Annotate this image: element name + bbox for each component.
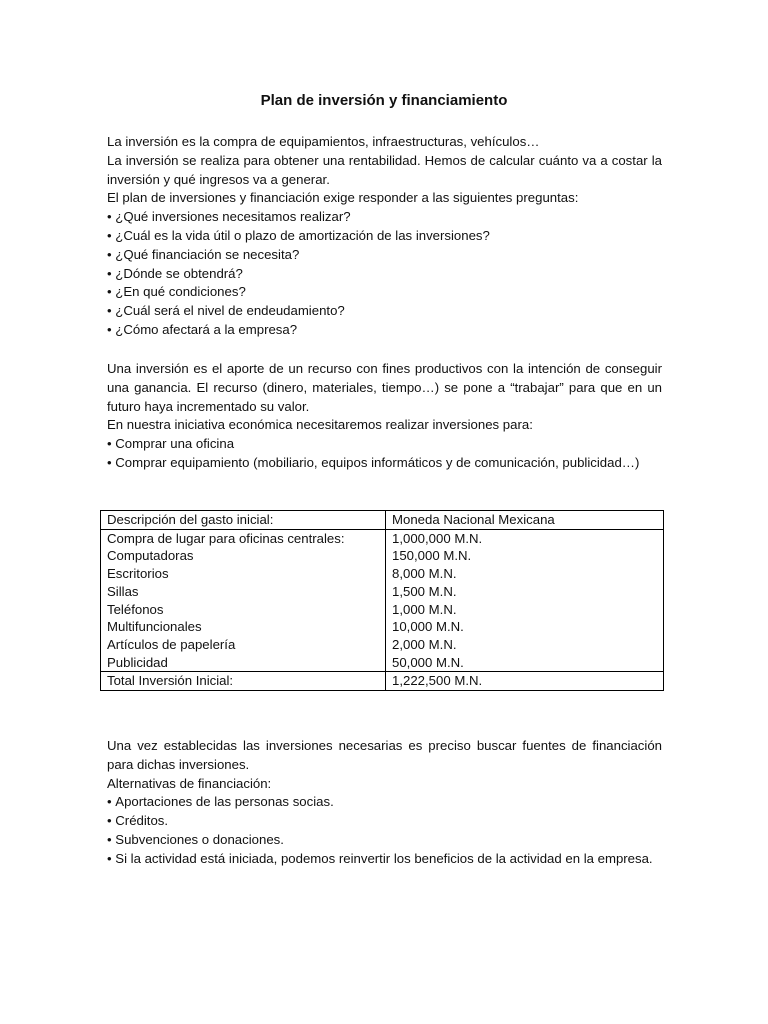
question-item: • ¿En qué condiciones? — [107, 283, 662, 302]
table-cell-amount: 1,000,000 M.N. — [392, 530, 483, 546]
table-cell-amount: 2,000 M.N. — [392, 636, 457, 652]
table-cell-amount: 50,000 M.N. — [392, 654, 464, 670]
financing-bullet: • Aportaciones de las personas socias. — [107, 793, 662, 812]
intro-paragraph-1: La inversión es la compra de equipamientos, infraestructuras, vehículos… — [107, 134, 540, 149]
financing-paragraph-2: Alternativas de financiación: — [107, 775, 272, 791]
description-column — [101, 529, 386, 672]
table-cell-amount: 10,000 M.N. — [392, 619, 464, 635]
table-cell-description: Teléfonos — [107, 601, 164, 617]
investment-bullet: • Comprar una oficina — [107, 435, 662, 454]
question-item: • ¿Qué inversiones necesitamos realizar? — [107, 208, 662, 227]
financing-bullet: • Si la actividad está iniciada, podemos reinvertir los beneficios de la actividad en la empresa. — [107, 850, 662, 869]
question-item: • ¿Qué financiación se necesita? — [107, 246, 662, 265]
investment-paragraph-2: En nuestra iniciativa económica necesitaremos realizar inversiones para: — [107, 417, 533, 433]
table-cell-description: Computadoras — [107, 548, 194, 564]
table-cell-amount: 150,000 M.N. — [392, 548, 472, 564]
total-amount: 1,222,500 M.N. — [386, 672, 664, 691]
table-cell-amount: 1,000 M.N. — [392, 601, 457, 617]
table-cell-amount: 8,000 M.N. — [392, 566, 457, 582]
table-cell-description: Artículos de papelería — [107, 636, 236, 652]
investment-section — [107, 360, 662, 473]
financing-section — [107, 737, 662, 869]
header-description: Descripción del gasto inicial: — [101, 511, 386, 530]
investment-paragraph-1: Una inversión es el aporte de un recurso con fines productivos con la intención de conseguir una ganancia. El recurso (dinero, materiales, tiempo…) se pone a “trabajar” para que en un futuro haya incrementado su valor. — [107, 361, 662, 414]
intro-section — [107, 133, 662, 340]
financing-bullet: • Subvenciones o donaciones. — [107, 831, 662, 850]
question-item: • ¿Cuál será el nivel de endeudamiento? — [107, 302, 662, 321]
header-currency: Moneda Nacional Mexicana — [386, 511, 664, 530]
financing-bullet: • Créditos. — [107, 812, 662, 831]
question-item: • ¿Dónde se obtendrá? — [107, 265, 662, 284]
table-cell-description: Multifuncionales — [107, 619, 202, 635]
table-header-row — [101, 511, 664, 530]
table-cell-amount: 1,500 M.N. — [392, 583, 457, 599]
question-item: • ¿Cómo afectará a la empresa? — [107, 321, 662, 340]
table-cell-description: Compra de lugar para oficinas centrales: — [107, 530, 345, 546]
table-cell-description: Sillas — [107, 583, 139, 599]
question-item: • ¿Cuál es la vida útil o plazo de amortización de las inversiones? — [107, 227, 662, 246]
financing-paragraph-1: Una vez establecidas las inversiones necesarias es preciso buscar fuentes de financiación para dichas inversiones. — [107, 738, 662, 772]
table-body — [101, 529, 664, 672]
table-cell-description: Escritorios — [107, 566, 169, 582]
intro-paragraph-2: La inversión se realiza para obtener una rentabilidad. Hemos de calcular cuánto va a costar la inversión y qué ingresos va a generar. — [107, 152, 662, 187]
table-cell-description: Publicidad — [107, 654, 168, 670]
table-total-row — [101, 672, 664, 691]
intro-paragraph-3: El plan de inversiones y financiación exige responder a las siguientes preguntas: — [107, 190, 579, 206]
investment-bullet: • Comprar equipamiento (mobiliario, equipos informáticos y de comunicación, publicidad…) — [107, 454, 662, 473]
page-title: Plan de inversión y financiamiento — [260, 92, 508, 109]
initial-costs-table — [100, 510, 664, 691]
amount-column — [386, 529, 664, 672]
total-label: Total Inversión Inicial: — [101, 672, 386, 691]
